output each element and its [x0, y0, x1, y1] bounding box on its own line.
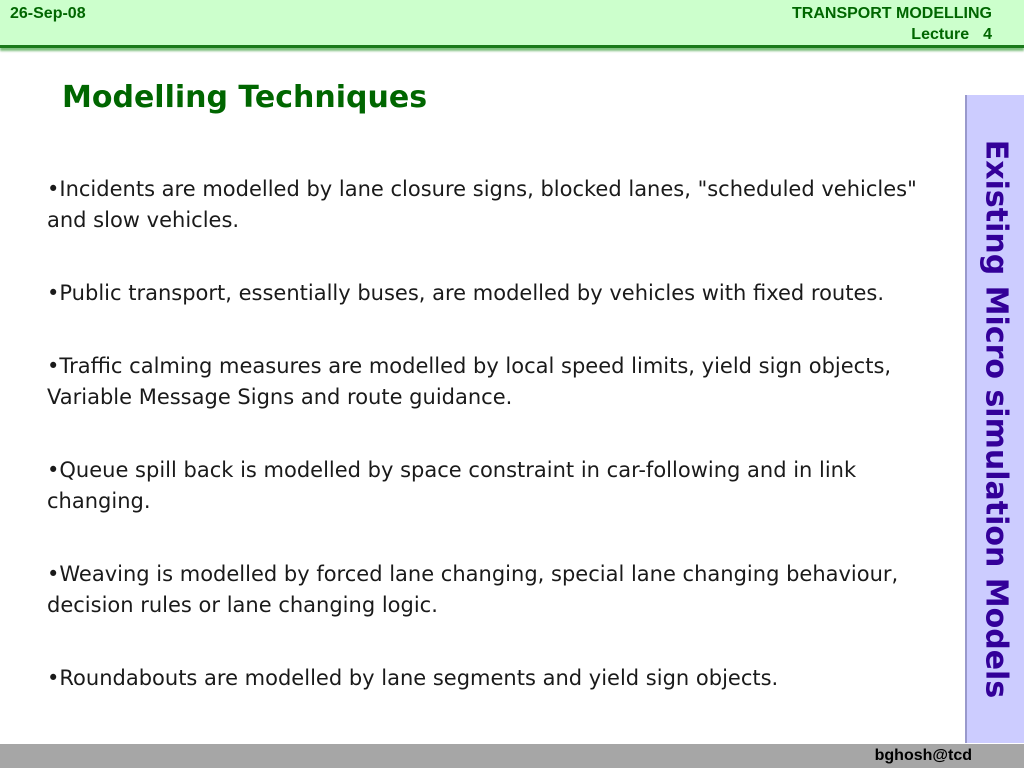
bullet-item: •Roundabouts are modelled by lane segments and yield sign objects.	[47, 666, 779, 690]
bullet-list	[47, 174, 952, 694]
lecture-number: 4	[983, 26, 992, 43]
bullet-item: •Queue spill back is modelled by space constraint in car-following and in link changing.	[47, 458, 857, 513]
side-panel-title: Existing Micro simulation Models	[978, 139, 1013, 699]
bullet-item: •Traffic calming measures are modelled by local speed limits, yield sign objects, Variable Message Signs and route guidance.	[47, 354, 892, 409]
lecture-label: Lecture	[911, 26, 970, 43]
footer-bar	[0, 744, 1024, 768]
header-date: 26-Sep-08	[10, 5, 86, 22]
bullet-item: •Public transport, essentially buses, are modelled by vehicles with fixed routes.	[47, 281, 885, 305]
side-panel	[965, 95, 1024, 743]
bullet-item: •Weaving is modelled by forced lane changing, special lane changing behaviour, decision rules or lane changing logic.	[47, 562, 899, 617]
bullet-item: •Incidents are modelled by lane closure signs, blocked lanes, "scheduled vehicles" and slow vehicles.	[47, 177, 917, 232]
course-title: TRANSPORT MODELLING	[792, 5, 992, 22]
header-bar	[0, 0, 1024, 48]
lecture-line	[792, 24, 992, 45]
header-course-info	[792, 3, 992, 45]
page-title: Modelling Techniques	[62, 80, 428, 115]
footer-author: bghosh@tcd	[874, 747, 972, 764]
